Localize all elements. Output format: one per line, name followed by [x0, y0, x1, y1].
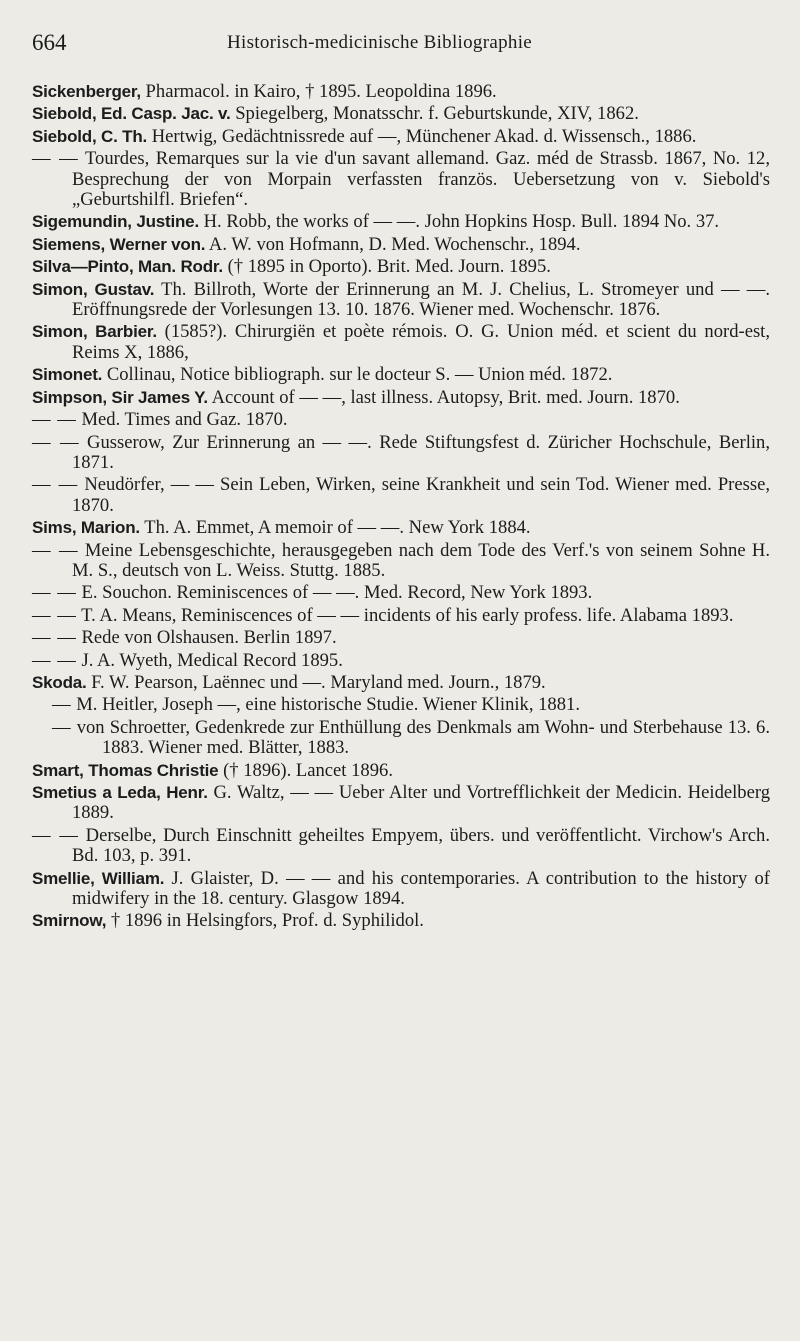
bibliography-entry: [32, 911, 770, 931]
entry-citation-text: Collinau, Notice bibliograph. sur le docteur S. — Union méd. 1872.: [102, 364, 613, 386]
entry-citation-text: Tourdes, Remarques sur la vie d'un savant allemand. Gaz. méd de Strassb. 1867, No. 12, Besprechung der von Morpain verfassten französ. Uebersetzung von v. Siebold's „Geburtshilfl. Briefen“.: [72, 148, 770, 211]
entry-ditto-dash: —: [52, 694, 72, 716]
bibliography-entry: [32, 235, 770, 255]
bibliography-entry: [32, 869, 770, 910]
bibliography-entry: [32, 257, 770, 277]
entry-citation-text: H. Robb, the works of — —. John Hopkins Hosp. Bull. 1894 No. 37.: [198, 211, 720, 233]
bibliography-entry: [32, 104, 770, 124]
bibliography-entry: [32, 388, 770, 408]
entry-subject-name: Simon, Gustav.: [32, 279, 155, 299]
entry-ditto-dash: — —: [32, 824, 79, 846]
entry-ditto-dash: — —: [32, 582, 77, 604]
entry-citation-text: J. Glaister, D. — — and his contemporaries. A contribution to the history of midwifery in the 18. century. Glasgow 1894.: [72, 867, 770, 910]
bibliography-entry: [32, 410, 770, 430]
bibliography-entry: [32, 583, 770, 603]
running-title: Historisch-medicinische Bibliographie: [227, 32, 533, 53]
entry-citation-text: Rede von Olshausen. Berlin 1897.: [76, 627, 337, 649]
entry-ditto-dash: — —: [32, 431, 80, 453]
bibliography-entry: [32, 475, 770, 516]
entry-subject-name: Smellie, William.: [32, 868, 165, 888]
bibliography-entry: [32, 433, 770, 474]
entry-citation-text: Neudörfer, — — Sein Leben, Wirken, seine Krankheit und sein Tod. Wiener med. Presse, 1870.: [72, 474, 770, 516]
entry-subject-name: Simon, Barbier.: [32, 322, 157, 342]
bibliography-entry: [32, 826, 770, 867]
bibliography-entry: [32, 651, 770, 671]
entry-citation-text: Th. Billroth, Worte der Erinnerung an M. J. Chelius, L. Stromeyer und — —. Eröffnungsrede der Vorlesungen 13. 10. 1876. Wiener med. Wochenschr. 1876.: [72, 278, 770, 321]
entry-subject-name: Silva—Pinto, Man. Rodr.: [32, 257, 223, 277]
entry-subject-name: Smetius a Leda, Henr.: [32, 783, 208, 802]
bibliography-entry: [32, 695, 770, 715]
entry-ditto-dash: — —: [32, 627, 77, 649]
bibliography-entry: [32, 82, 770, 102]
bibliography-entry: [32, 149, 770, 210]
bibliography-entry: [32, 212, 770, 232]
entry-citation-text: Pharmacol. in Kairo, † 1895. Leopoldina 1896.: [140, 81, 497, 102]
bibliography-entry: [32, 606, 770, 626]
entry-ditto-dash: — —: [32, 474, 79, 496]
bibliography-entry: [32, 127, 770, 147]
entry-citation-text: E. Souchon. Reminiscences of — —. Med. Record, New York 1893.: [76, 582, 593, 604]
bibliography-entry: [32, 322, 770, 363]
entry-subject-name: Sigemundin, Justine.: [32, 212, 199, 232]
entry-citation-text: Account of — —, last illness. Autopsy, Brit. med. Journ. 1870.: [207, 386, 680, 408]
entry-citation-text: J. A. Wyeth, Medical Record 1895.: [76, 649, 343, 671]
bibliography-entry: [32, 365, 770, 385]
entry-citation-text: († 1896). Lancet 1896.: [218, 759, 393, 781]
entry-citation-text: Med. Times and Gaz. 1870.: [76, 409, 288, 431]
bibliography-entry: [32, 541, 770, 582]
entry-citation-text: † 1896 in Helsingfors, Prof. d. Syphilidol.: [106, 910, 424, 932]
entry-subject-name: Sickenberger,: [32, 82, 141, 101]
entry-subject-name: Siebold, Ed. Casp. Jac. v.: [32, 104, 231, 124]
bibliography-entry: [32, 518, 770, 538]
entry-ditto-dash: —: [52, 716, 72, 738]
bibliography-entries: [32, 82, 770, 934]
bibliography-entry: [32, 628, 770, 648]
entry-ditto-dash: — —: [32, 409, 77, 431]
entry-citation-text: M. Heitler, Joseph —, eine historische Studie. Wiener Klinik, 1881.: [71, 694, 580, 716]
entry-citation-text: († 1895 in Oporto). Brit. Med. Journ. 1895.: [222, 256, 551, 278]
bibliography-entry: [32, 673, 770, 693]
bibliography-entry: [32, 783, 770, 824]
entry-ditto-dash: — —: [32, 539, 79, 561]
entry-subject-name: Simonet.: [32, 365, 103, 385]
entry-citation-text: Meine Lebensgeschichte, herausgegeben nach dem Tode des Verf.'s von seinem Sohne H. M. S., deutsch von L. Weiss. Stuttg. 1885.: [72, 539, 770, 581]
page-number: 664: [32, 30, 67, 55]
entry-subject-name: Smirnow,: [32, 911, 107, 931]
entry-subject-name: Smart, Thomas Christie: [32, 760, 219, 780]
entry-citation-text: Hertwig, Gedächtnissrede auf —, Münchener Akad. d. Wissensch., 1886.: [147, 125, 697, 147]
entry-ditto-dash: — —: [32, 148, 79, 170]
bibliography-entry: [32, 718, 770, 759]
entry-citation-text: Spiegelberg, Monatsschr. f. Geburtskunde, XIV, 1862.: [230, 103, 639, 125]
entry-citation-text: A. W. von Hofmann, D. Med. Wochenschr., 1894.: [205, 233, 581, 255]
entry-citation-text: (1585?). Chirurgiën et poète rémois. O. G. Union méd. et scient du nord-est, Reims X, 1886,: [72, 321, 770, 363]
entry-subject-name: Sims, Marion.: [32, 518, 140, 538]
bibliography-entry: [32, 280, 770, 321]
entry-citation-text: Gusserow, Zur Erinnerung an — —. Rede Stiftungsfest d. Züricher Hochschule, Berlin, 1871.: [72, 431, 770, 473]
entry-citation-text: G. Waltz, — — Ueber Alter und Vortrefflichkeit der Medicin. Heidelberg 1889.: [72, 782, 770, 824]
page-header: [32, 30, 768, 60]
entry-ditto-dash: — —: [32, 649, 77, 671]
bibliography-entry: [32, 761, 770, 781]
entry-citation-text: Derselbe, Durch Einschnitt geheiltes Empyem, übers. und veröffentlicht. Virchow's Arch. Bd. 103, p. 391.: [72, 824, 770, 867]
entry-citation-text: von Schroetter, Gedenkrede zur Enthüllung des Denkmals am Wohn- und Sterbehause 13. 6. 1883. Wiener med. Blätter, 1883.: [71, 716, 770, 759]
entry-subject-name: Siebold, C. Th.: [32, 126, 148, 146]
entry-citation-text: Th. A. Emmet, A memoir of — —. New York 1884.: [139, 517, 531, 539]
entry-subject-name: Siemens, Werner von.: [32, 234, 206, 254]
entry-ditto-dash: — —: [32, 604, 77, 626]
entry-subject-name: Simpson, Sir James Y.: [32, 387, 208, 407]
entry-citation-text: F. W. Pearson, Laënnec und —. Maryland med. Journ., 1879.: [86, 671, 546, 693]
entry-subject-name: Skoda.: [32, 672, 87, 692]
entry-citation-text: T. A. Means, Reminiscences of — — incidents of his early profess. life. Alabama 1893.: [76, 604, 734, 626]
